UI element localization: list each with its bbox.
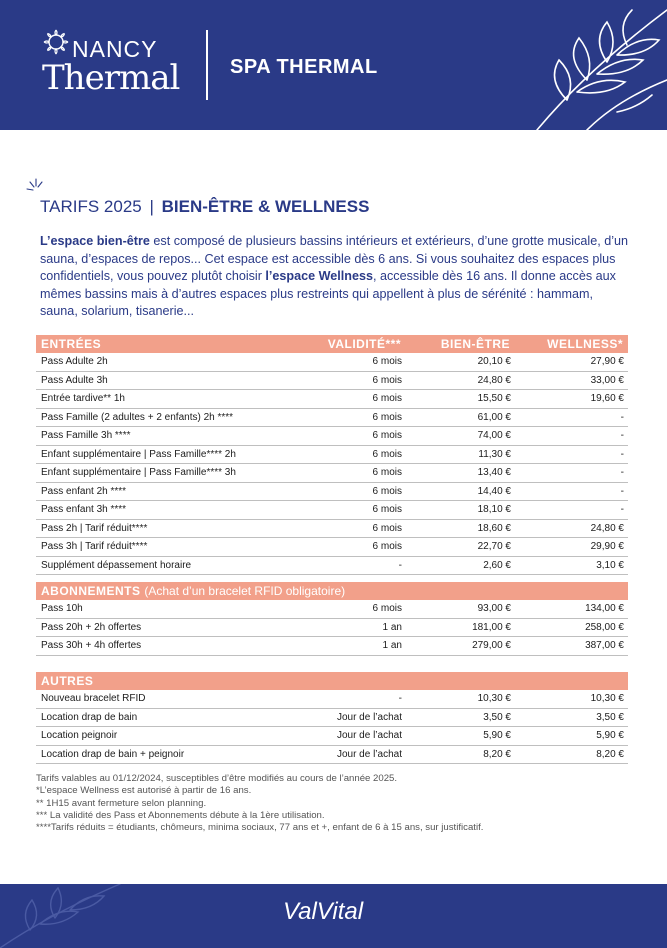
row-price-wellness: - [515, 482, 628, 501]
sparkle-icon [26, 178, 46, 196]
row-price-bien-etre: 61,00 € [406, 408, 515, 427]
entrees-table [36, 335, 628, 575]
row-price-wellness: 29,90 € [515, 538, 628, 557]
row-validite: 6 mois [277, 519, 406, 538]
section-title-main: BIEN-ÊTRE & WELLNESS [161, 197, 370, 216]
row-label: Pass 2h | Tarif réduit**** [36, 519, 277, 538]
footnote: Tarifs valables au 01/12/2024, susceptibles d’être modifiés au cours de l’année 2025. [36, 773, 398, 784]
row-label: Supplément dépassement horaire [36, 556, 277, 575]
row-price-bien-etre: 10,30 € [406, 690, 515, 708]
row-price-bien-etre: 20,10 € [406, 353, 515, 371]
table-row [36, 745, 628, 764]
footnote: *L’espace Wellness est autorisé à partir de 16 ans. [36, 785, 252, 797]
leaf-decoration-icon [467, 0, 667, 130]
row-price-wellness: - [515, 464, 628, 483]
table-row [36, 371, 628, 390]
col-header-entrees: ENTRÉES [36, 335, 277, 353]
logo-thermal-text: Thermal [42, 58, 180, 98]
row-validite: - [277, 556, 406, 575]
row-validite: 6 mois [277, 538, 406, 557]
col-header-validite: VALIDITÉ*** [277, 335, 406, 353]
row-price-bien-etre: 8,20 € [406, 745, 515, 764]
leaf-decoration-icon [0, 884, 150, 948]
autres-table [36, 672, 628, 764]
row-validite: 6 mois [277, 482, 406, 501]
row-price-wellness: 5,90 € [515, 727, 628, 746]
row-price-wellness: 258,00 € [515, 618, 628, 637]
row-price-bien-etre: 2,60 € [406, 556, 515, 575]
row-validite: 6 mois [277, 390, 406, 409]
row-validite: 6 mois [277, 353, 406, 371]
row-label: Nouveau bracelet RFID [36, 690, 277, 708]
row-label: Pass enfant 3h **** [36, 501, 277, 520]
section-title-separator: | [149, 197, 154, 216]
header-divider [206, 30, 208, 100]
row-price-bien-etre: 74,00 € [406, 427, 515, 446]
table-row [36, 727, 628, 746]
row-validite: 6 mois [277, 427, 406, 446]
table-row [36, 519, 628, 538]
row-price-wellness: - [515, 408, 628, 427]
row-price-bien-etre: 11,30 € [406, 445, 515, 464]
row-price-wellness: 3,10 € [515, 556, 628, 575]
row-price-bien-etre: 181,00 € [406, 618, 515, 637]
table-row [36, 618, 628, 637]
row-price-bien-etre: 3,50 € [406, 708, 515, 727]
row-validite: - [277, 690, 406, 708]
row-label: Pass 10h [36, 600, 277, 618]
intro-bold-wellness: l’espace Wellness [265, 269, 373, 283]
page-title: SPA THERMAL [230, 56, 378, 78]
row-validite: 6 mois [277, 408, 406, 427]
autres-header: AUTRES [36, 672, 628, 690]
row-validite: 6 mois [277, 445, 406, 464]
row-label: Enfant supplémentaire | Pass Famille**** 3h [36, 464, 277, 483]
intro-text-2: , accessible dès 16 ans. Il donne accès aux mêmes bassins mais à d’autres espaces plus restreints qui appellent à plus de sérénité : hammam, sauna, solarium, tisanerie... [40, 269, 616, 318]
row-price-bien-etre: 18,10 € [406, 501, 515, 520]
row-validite: 1 an [277, 618, 406, 637]
row-validite: 6 mois [277, 501, 406, 520]
table-row [36, 427, 628, 446]
row-price-bien-etre: 18,60 € [406, 519, 515, 538]
row-price-wellness: 10,30 € [515, 690, 628, 708]
col-header-bien-etre: BIEN-ÊTRE [406, 335, 515, 353]
intro-bold-bien-etre: L’espace bien-être [40, 234, 150, 248]
row-label: Pass 30h + 4h offertes [36, 637, 277, 656]
row-price-bien-etre: 24,80 € [406, 371, 515, 390]
row-validite: 1 an [277, 637, 406, 656]
row-label: Enfant supplémentaire | Pass Famille**** 2h [36, 445, 277, 464]
row-price-wellness: 3,50 € [515, 708, 628, 727]
abonnements-header [36, 582, 628, 600]
intro-text-1: est composé de plusieurs bassins intérieurs et extérieurs, d’une grotte musicale, d’un sauna, d’espaces de repos... Cet espace est accessible dès 6 ans. Si vous souhaitez des espaces plus confidentiels, vous pouvez plutôt choisir [40, 234, 629, 283]
footer-banner [0, 884, 667, 948]
table-row [36, 464, 628, 483]
row-price-wellness: 8,20 € [515, 745, 628, 764]
entrees-header-row [36, 335, 628, 353]
intro-paragraph [40, 233, 630, 321]
row-validite: 6 mois [277, 464, 406, 483]
row-price-wellness: 19,60 € [515, 390, 628, 409]
row-price-wellness: 33,00 € [515, 371, 628, 390]
row-price-wellness: - [515, 501, 628, 520]
row-label: Pass 3h | Tarif réduit**** [36, 538, 277, 557]
table-row [36, 637, 628, 656]
table-row [36, 408, 628, 427]
row-price-wellness: - [515, 445, 628, 464]
table-row [36, 390, 628, 409]
row-label: Pass enfant 2h **** [36, 482, 277, 501]
header-banner [0, 0, 667, 130]
row-price-wellness: 24,80 € [515, 519, 628, 538]
row-price-bien-etre: 14,40 € [406, 482, 515, 501]
row-label: Pass Adulte 2h [36, 353, 277, 371]
footnote: ****Tarifs réduits = étudiants, chômeurs, minima sociaux, 77 ans et +, enfant de 6 à 15 ans, sur justificatif. [36, 822, 484, 834]
row-label: Pass Famille (2 adultes + 2 enfants) 2h **** [36, 408, 277, 427]
row-label: Location drap de bain + peignoir [36, 745, 277, 764]
row-validite: Jour de l’achat [277, 745, 406, 764]
section-title [40, 197, 369, 217]
table-row [36, 482, 628, 501]
row-label: Entrée tardive** 1h [36, 390, 277, 409]
sun-emblem-icon [42, 28, 70, 56]
table-row [36, 690, 628, 708]
row-validite: Jour de l’achat [277, 727, 406, 746]
valvital-logo: ValVital [283, 898, 364, 925]
row-price-bien-etre: 22,70 € [406, 538, 515, 557]
row-price-bien-etre: 13,40 € [406, 464, 515, 483]
row-price-bien-etre: 93,00 € [406, 600, 515, 618]
row-label: Pass Adulte 3h [36, 371, 277, 390]
footnotes [36, 773, 636, 834]
row-label: Pass Famille 3h **** [36, 427, 277, 446]
table-row [36, 708, 628, 727]
col-header-wellness: WELLNESS* [515, 335, 628, 353]
abonnements-table [36, 582, 628, 656]
table-row [36, 445, 628, 464]
row-price-wellness: 27,90 € [515, 353, 628, 371]
logo-nancy-text: NANCY [72, 36, 158, 62]
table-row [36, 538, 628, 557]
footnote: ** 1H15 avant fermeture selon planning. [36, 797, 207, 809]
autres-header-row [36, 672, 628, 690]
abonnements-title: ABONNEMENTS [41, 584, 141, 598]
row-label: Pass 20h + 2h offertes [36, 618, 277, 637]
row-label: Location drap de bain [36, 708, 277, 727]
row-validite: 6 mois [277, 600, 406, 618]
table-row [36, 556, 628, 575]
row-price-bien-etre: 5,90 € [406, 727, 515, 746]
row-validite: 6 mois [277, 371, 406, 390]
section-title-prefix: TARIFS 2025 [40, 197, 142, 216]
table-row [36, 501, 628, 520]
table-row [36, 353, 628, 371]
abonnements-header-row [36, 582, 628, 600]
table-row [36, 600, 628, 618]
abonnements-subtitle: (Achat d’un bracelet RFID obligatoire) [144, 584, 346, 598]
row-label: Location peignoir [36, 727, 277, 746]
row-price-wellness: - [515, 427, 628, 446]
row-price-bien-etre: 279,00 € [406, 637, 515, 656]
row-price-bien-etre: 15,50 € [406, 390, 515, 409]
row-price-wellness: 134,00 € [515, 600, 628, 618]
row-price-wellness: 387,00 € [515, 637, 628, 656]
row-validite: Jour de l’achat [277, 708, 406, 727]
footnote: *** La validité des Pass et Abonnements débute à la 1ère utilisation. [36, 809, 325, 821]
